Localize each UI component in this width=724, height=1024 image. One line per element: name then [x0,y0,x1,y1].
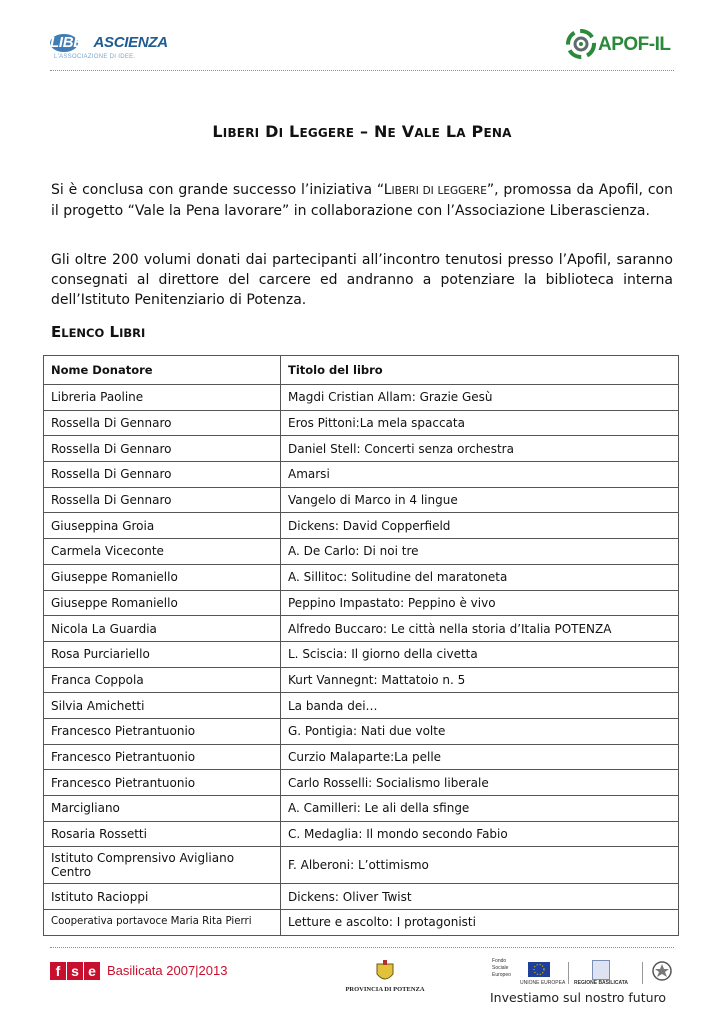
footer-slogan: Investiamo sul nostro futuro [490,990,667,1005]
section-heading [51,323,145,341]
book-title-cell: A. De Carlo: Di noi tre [281,539,679,565]
wordmark-part-b: ASCIENZA [93,34,168,51]
intro-cap: L [383,182,392,198]
book-title-cell: Carlo Rosselli: Socialismo liberale [281,770,679,796]
intro-text: ”, promossa da Apofil, con il progetto “Vale la Pena lavorare” in collaborazione con l’Associazione Liberascienza. [51,182,673,219]
column-header-donor: Nome Donatore [44,356,281,385]
donor-cell: Franca Coppola [44,667,281,693]
fse-logo [50,960,230,982]
donor-cell: Francesco Pietrantuonio [44,718,281,744]
book-title-cell: Magdi Cristian Allam: Grazie Gesù [281,385,679,411]
book-title-cell: Dickens: David Copperfield [281,513,679,539]
apofil-wordmark: APOF-IL [598,34,671,55]
table-row [44,487,679,513]
table-row [44,718,679,744]
title-small: ENA [483,126,512,140]
title-cap: L [445,122,457,141]
fse-label: Basilicata 2007|2013 [107,963,228,978]
provincia-crest-icon [375,960,395,984]
book-title-cell: La banda dei… [281,693,679,719]
table-row [44,539,679,565]
regione-label: REGIONE BASILICATA [574,980,628,986]
table-row [44,410,679,436]
table-row [44,770,679,796]
book-title-cell: Peppino Impastato: Peppino è vivo [281,590,679,616]
logo-separator [642,962,643,984]
table-row [44,641,679,667]
title-small: IBERI [222,126,260,140]
donor-cell: Giuseppe Romaniello [44,590,281,616]
donor-cell: Istituto Racioppi [44,884,281,910]
donor-cell: Giuseppe Romaniello [44,564,281,590]
page-title [0,122,724,141]
intro-paragraph-2: Gli oltre 200 volumi donati dai partecipanti all’incontro tenutosi presso l’Apofil, saranno consegnati al direttore del carcere ed andranno a potenziare la biblioteca interna dell’Istituto Penitenziario di Potenza. [51,252,673,308]
provincia-label: PROVINCIA DI POTENZA [345,986,425,993]
wordmark-part-a: LIBER [50,34,94,51]
title-small: ALE [414,126,441,140]
book-title-cell: A. Sillitoc: Solitudine del maratoneta [281,564,679,590]
table-row [44,616,679,642]
section-cap: E [51,323,62,341]
header-divider [50,70,674,71]
book-title-cell: F. Alberoni: L’ottimismo [281,847,679,884]
table-row [44,385,679,411]
column-header-title: Titolo del libro [281,356,679,385]
apofil-logo [564,26,674,66]
fse-letter: e [84,962,100,980]
table-row [44,693,679,719]
liberascienza-logo [50,30,168,70]
table-row [44,564,679,590]
donor-cell: Istituto Comprensivo Avigliano Centro [44,847,281,884]
donor-cell: Nicola La Guardia [44,616,281,642]
book-title-cell: Alfredo Buccaro: Le città nella storia d’Italia POTENZA [281,616,679,642]
fondo-sociale-label [492,958,511,979]
book-title-cell: Amarsi [281,462,679,488]
donor-cell: Francesco Pietrantuonio [44,744,281,770]
book-title-cell: C. Medaglia: Il mondo secondo Fabio [281,821,679,847]
page-header [0,0,724,80]
eu-label: UNIONE EUROPEA [520,980,566,986]
fondo-line: Europeo [492,972,511,978]
donor-cell: Rosa Purciariello [44,641,281,667]
book-title-cell: G. Pontigia: Nati due volte [281,718,679,744]
book-title-cell: Daniel Stell: Concerti senza orchestra [281,436,679,462]
regione-crest-icon [592,960,610,980]
eu-funding-logos [492,958,682,992]
donor-cell: Silvia Amichetti [44,693,281,719]
apof-swirl-icon [564,26,598,62]
eu-stars-icon [528,962,550,977]
fse-letter: s [67,962,83,980]
donor-cell: Francesco Pietrantuonio [44,770,281,796]
title-small: I [278,126,284,140]
donor-cell: Libreria Paoline [44,385,281,411]
donor-cell: Cooperativa portavoce Maria Rita Pierri [44,910,281,936]
table-row [44,910,679,936]
fondo-line: Fondo [492,958,507,964]
fondo-line: Sociale [492,965,509,971]
title-small: EGGERE [299,126,355,140]
book-title-cell: Eros Pittoni:La mela spaccata [281,410,679,436]
title-cap: L [212,122,223,141]
title-dash: – [359,122,369,141]
title-cap: P [471,122,484,141]
title-cap: D [265,122,279,141]
table-header-row [44,356,679,385]
table-row [44,436,679,462]
table-row [44,821,679,847]
book-title-cell: Letture e ascolto: I protagonisti [281,910,679,936]
donor-cell: Giuseppina Groia [44,513,281,539]
liberascienza-tagline: L'ASSOCIAZIONE DI IDEE. [54,54,136,60]
table-row [44,744,679,770]
book-title-cell: Vangelo di Marco in 4 lingue [281,487,679,513]
donor-cell: Marcigliano [44,796,281,822]
table-row [44,667,679,693]
title-small: A [456,126,466,140]
book-title-cell: Curzio Malaparte:La pelle [281,744,679,770]
table-row [44,796,679,822]
donor-cell: Rosaria Rossetti [44,821,281,847]
title-cap: L [289,122,300,141]
provincia-logo [340,960,430,1000]
logo-separator [568,962,569,984]
liberascienza-wordmark [50,34,168,51]
title-small: E [387,126,396,140]
donor-cell: Rossella Di Gennaro [44,462,281,488]
section-small: IBRI [119,326,146,340]
donor-cell: Rossella Di Gennaro [44,410,281,436]
title-cap: N [373,122,388,141]
book-title-cell: L. Sciscia: Il giorno della civetta [281,641,679,667]
book-title-cell: A. Camilleri: Le ali della sfinge [281,796,679,822]
table-row [44,513,679,539]
fse-letter: f [50,962,66,980]
books-table [43,355,679,936]
book-title-cell: Kurt Vannegnt: Mattatoio n. 5 [281,667,679,693]
donor-cell: Carmela Viceconte [44,539,281,565]
section-small: LENCO [61,326,105,340]
table-row [44,847,679,884]
section-cap: L [109,323,120,341]
intro-paragraph-1 [51,180,673,221]
italian-republic-emblem-icon [652,960,672,982]
intro-smallcaps: IBERI DI LEGGERE [391,185,487,197]
title-cap: V [401,122,415,141]
eu-flag-icon [528,962,550,977]
intro-text: Si è conclusa con grande successo l’iniziativa “ [51,182,384,198]
book-title-cell: Dickens: Oliver Twist [281,884,679,910]
donor-cell: Rossella Di Gennaro [44,487,281,513]
donor-cell: Rossella Di Gennaro [44,436,281,462]
table-row [44,884,679,910]
footer-divider [50,947,674,948]
table-row [44,590,679,616]
table-row [44,462,679,488]
